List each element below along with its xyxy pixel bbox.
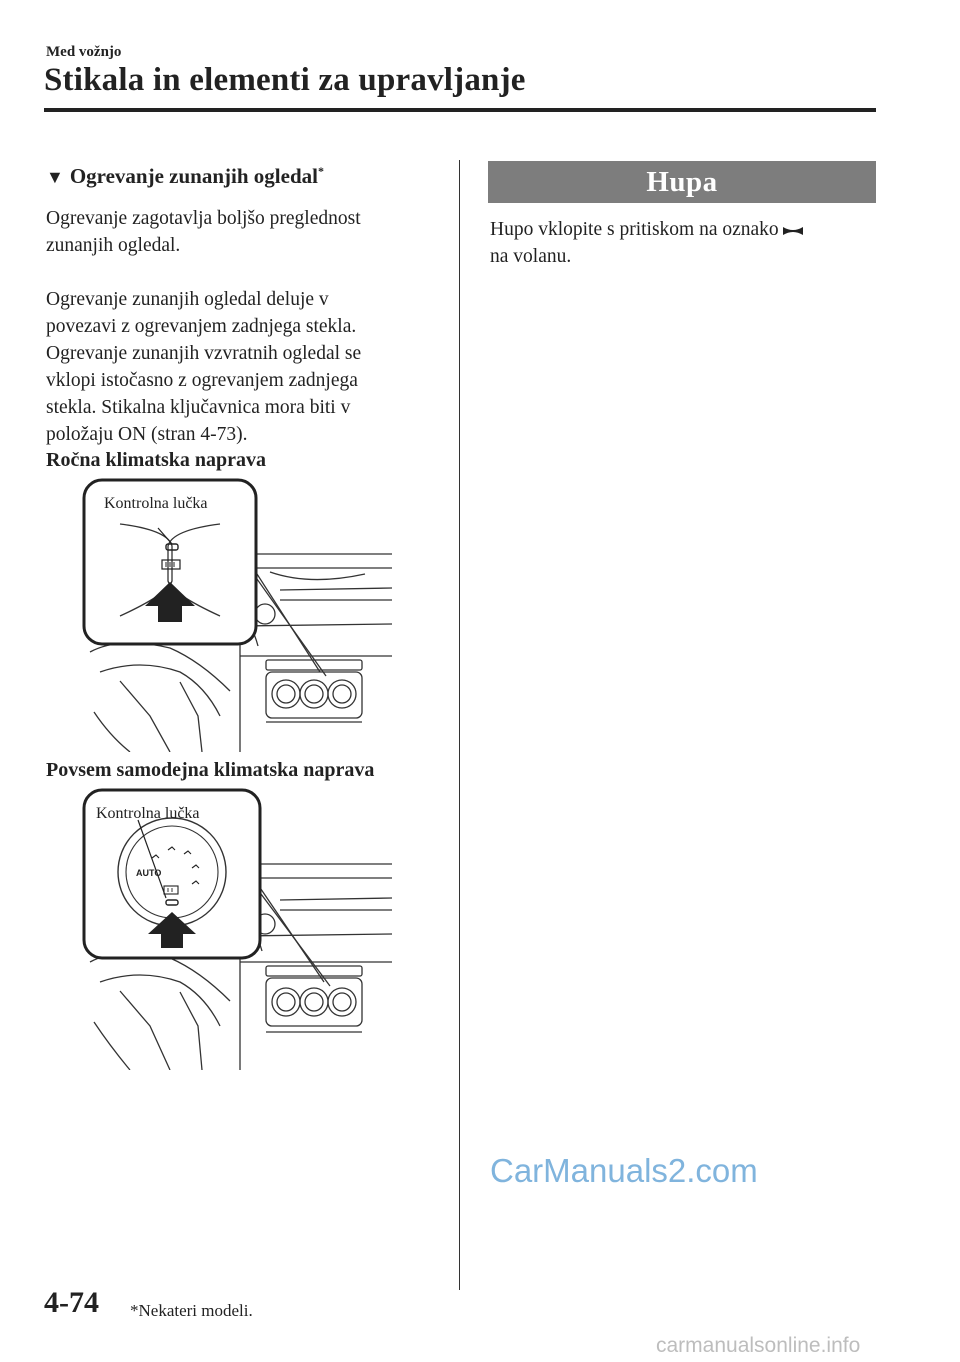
figure2-title: Povsem samodejna klimatska naprava: [46, 759, 375, 781]
paragraph-2: [46, 286, 446, 448]
triangle-bullet-icon: ▼: [46, 167, 64, 187]
footnote: *Nekateri modeli.: [130, 1301, 253, 1320]
paragraph-line: Ogrevanje zagotavlja boljšo preglednost: [46, 208, 361, 229]
paragraph-line: povezavi z ogrevanjem zadnjega stekla.: [46, 316, 357, 337]
figure-manual-climate: [80, 476, 400, 752]
horn-icon: [782, 225, 804, 237]
paragraph-1: [46, 205, 446, 259]
figure2-callout: Kontrolna lučka: [96, 805, 200, 822]
paragraph-line: vklopi istočasno z ogrevanjem zadnjega: [46, 370, 358, 391]
paragraph-line: položaju ON (stran 4-73).: [46, 424, 248, 445]
subheading-text: Ogrevanje zunanjih ogledal: [69, 164, 318, 188]
hupa-line-2: na volanu.: [490, 246, 572, 267]
figure-auto-climate: [80, 786, 400, 1070]
figure1-title: Ročna klimatska naprava: [46, 449, 267, 471]
header-rule: [44, 108, 876, 112]
footnote-mark: *: [317, 164, 324, 178]
hupa-paragraph: [490, 216, 870, 270]
paragraph-line: Ogrevanje zunanjih ogledal deluje v: [46, 289, 329, 310]
watermark-logo: CarManuals2.com: [490, 1152, 758, 1189]
hupa-heading: Hupa: [488, 161, 876, 203]
hupa-line-1: Hupo vklopite s pritiskom na oznako: [490, 219, 779, 240]
watermark-footer: carmanualsonline.info: [656, 1334, 861, 1357]
paragraph-line: Ogrevanje zunanjih vzvratnih ogledal se: [46, 343, 362, 364]
subheading: [46, 164, 324, 189]
page-number: 4-74: [44, 1286, 99, 1319]
paragraph-line: zunanjih ogledal.: [46, 235, 181, 256]
chapter-title: Stikala in elementi za upravljanje: [44, 62, 526, 98]
column-divider: [459, 160, 460, 1290]
auto-label: AUTO: [136, 868, 162, 878]
paragraph-line: [490, 216, 870, 243]
section-title: Med vožnjo: [46, 44, 122, 60]
figure1-callout: Kontrolna lučka: [104, 495, 208, 512]
paragraph-line: stekla. Stikalna ključavnica mora biti v: [46, 397, 351, 418]
